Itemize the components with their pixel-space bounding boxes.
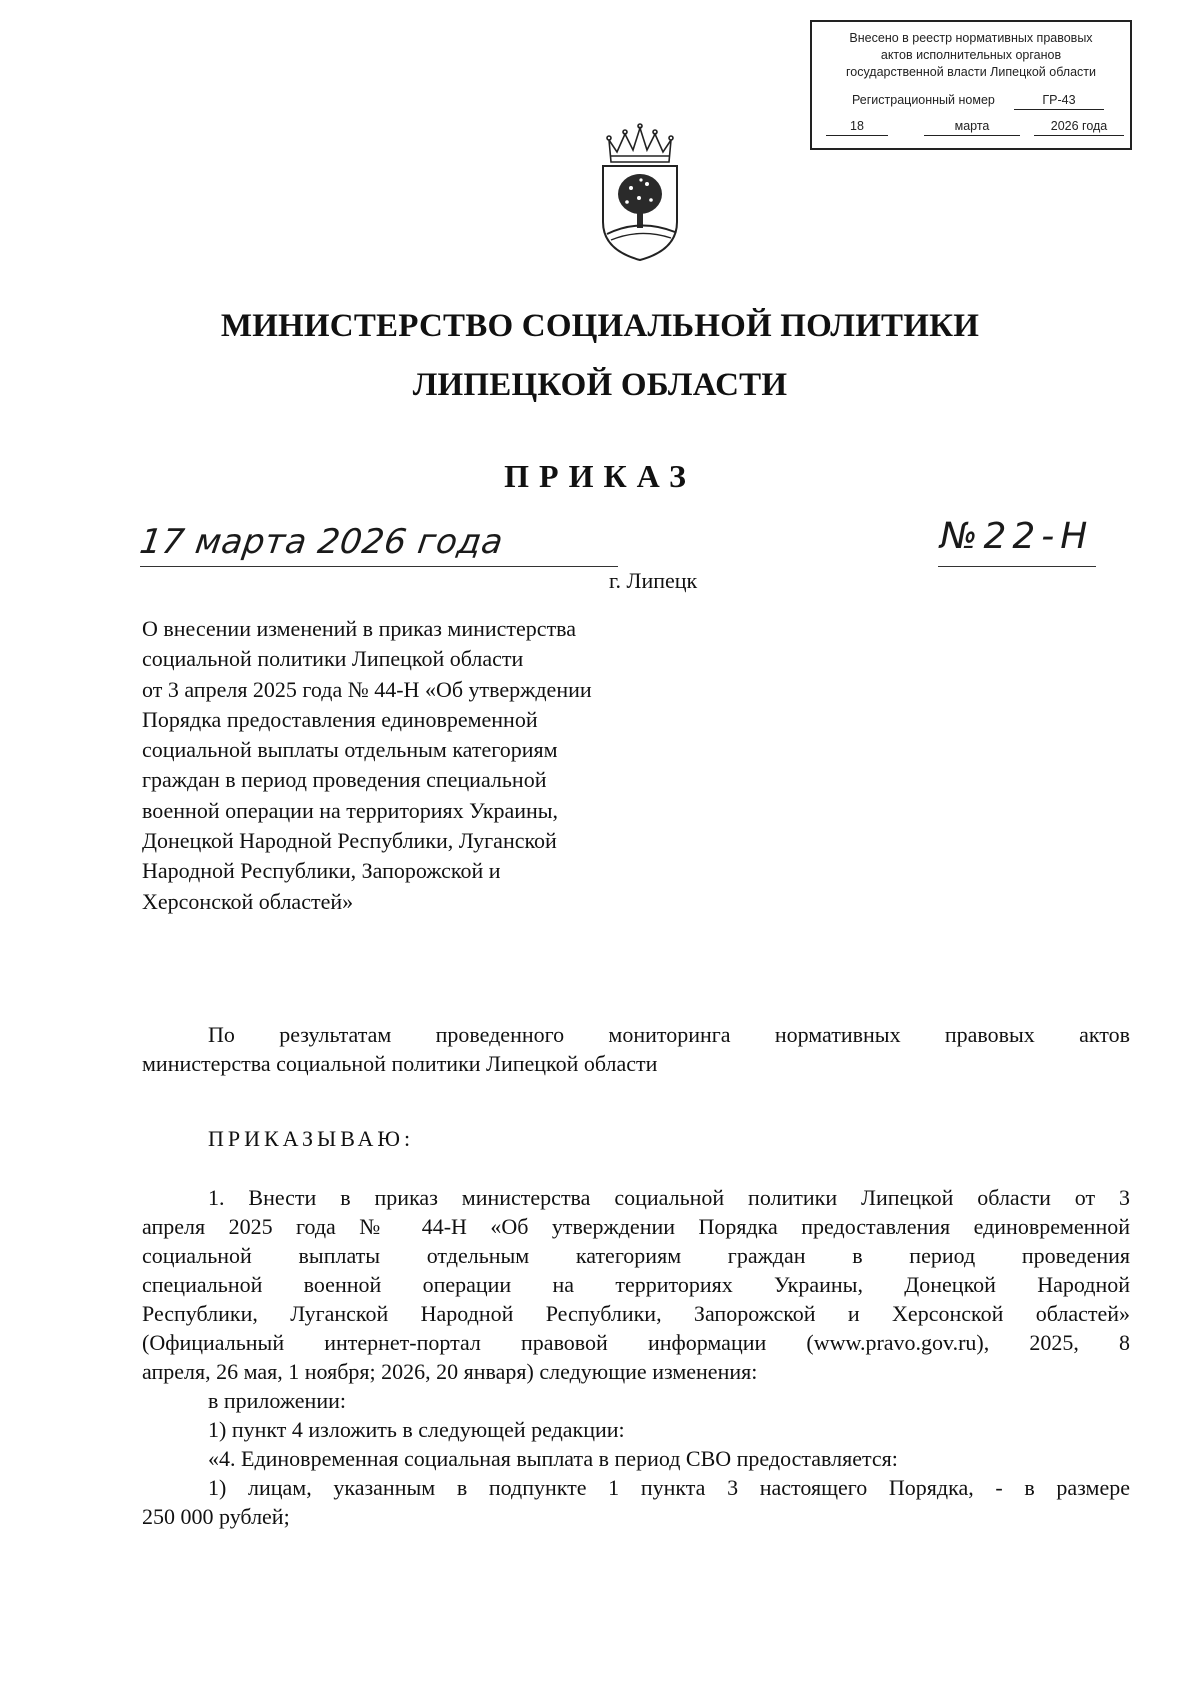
city-label: г. Липецк [609, 568, 698, 593]
stamp-registration-label: Регистрационный номер [852, 93, 995, 107]
appendix-line: в приложении: [208, 1388, 346, 1413]
ministry-name-line-1: МИНИСТЕРСТВО СОЦИАЛЬНОЙ ПОЛИТИКИ [220, 308, 980, 344]
date-underline [140, 566, 618, 567]
stamp-line-2: актов исполнительных органов [880, 48, 1062, 62]
stamp-line-1: Внесено в реестр нормативных правовых [849, 31, 1093, 45]
item-line: апреля, 26 мая, 1 ноября; 2026, 20 января) следующие изменения: [142, 1359, 758, 1384]
item-line: Республики, Луганской Народной Республики, Запорожской и Херсонской областей» [142, 1301, 1130, 1326]
stamp-month: марта [924, 118, 1020, 136]
orders-heading: ПРИКАЗЫВАЮ: [208, 1126, 415, 1151]
item-line: апреля 2025 года № 44-Н «Об утверждении Порядка предоставления единовременной [142, 1214, 1130, 1239]
subject-line: О внесении изменений в приказ министерства [142, 616, 577, 641]
subitem-line: 1) пункт 4 изложить в следующей редакции: [208, 1417, 625, 1442]
subject-line: Народной Республики, Запорожской и [142, 858, 501, 884]
stamp-year: 2026 года [1034, 118, 1124, 136]
stamp-line-3: государственной власти Липецкой области [845, 65, 1097, 79]
quote-item-line: 1) лицам, указанным в подпункте 1 пункта 3 настоящего Порядка, - в размере [208, 1475, 1130, 1500]
subject-line: Херсонской областей» [142, 888, 354, 914]
handwritten-date: 17 марта 2026 года [137, 522, 506, 562]
subject-line: Порядка предоставления единовременной [142, 706, 538, 732]
number-underline [938, 566, 1096, 567]
stamp-date-row [812, 118, 1130, 138]
basis-paragraph [142, 1020, 1130, 1078]
basis-line: По результатам проведенного мониторинга нормативных правовых актов [208, 1022, 1130, 1047]
quote-start-line: «4. Единовременная социальная выплата в период СВО предоставляется: [208, 1446, 898, 1471]
item-line: специальной военной операции на территориях Украины, Донецкой Народной [142, 1272, 1130, 1297]
item-line: социальной выплаты отдельным категориям граждан в период проведения [142, 1243, 1130, 1268]
stamp-registration-row [812, 92, 1130, 112]
main-paragraph [142, 1183, 1130, 1531]
item-line: (Официальный интернет-портал правовой информации (www.pravo.gov.ru), 2025, 8 [142, 1330, 1130, 1355]
document-type-title: ПРИКАЗ [504, 458, 696, 494]
ministry-name-line-2: ЛИПЕЦКОЙ ОБЛАСТИ [412, 367, 788, 403]
handwritten-order-number: №22-Н [940, 516, 1094, 557]
quote-item-line: 250 000 рублей; [142, 1504, 290, 1529]
stamp-day: 18 [826, 118, 888, 136]
basis-line: министерства социальной политики Липецкой области [142, 1051, 658, 1076]
item-line: 1. Внести в приказ министерства социальной политики Липецкой области от 3 [208, 1185, 1130, 1210]
subject-line: военной операции на территориях Украины, [142, 797, 559, 823]
subject-line: от 3 апреля 2025 года № 44-Н «Об утверждении [142, 676, 592, 702]
subject-line: граждан в период проведения специальной [142, 767, 547, 793]
subject-line: социальной политики Липецкой области [142, 646, 524, 672]
stamp-registration-number: ГР-43 [1014, 92, 1104, 110]
subject-line: социальной выплаты отдельным категориям [142, 737, 558, 763]
coat-of-arms-icon [595, 122, 685, 262]
order-subject [142, 614, 722, 917]
registry-stamp [810, 20, 1132, 150]
subject-line: Донецкой Народной Республики, Луганской [142, 828, 557, 854]
